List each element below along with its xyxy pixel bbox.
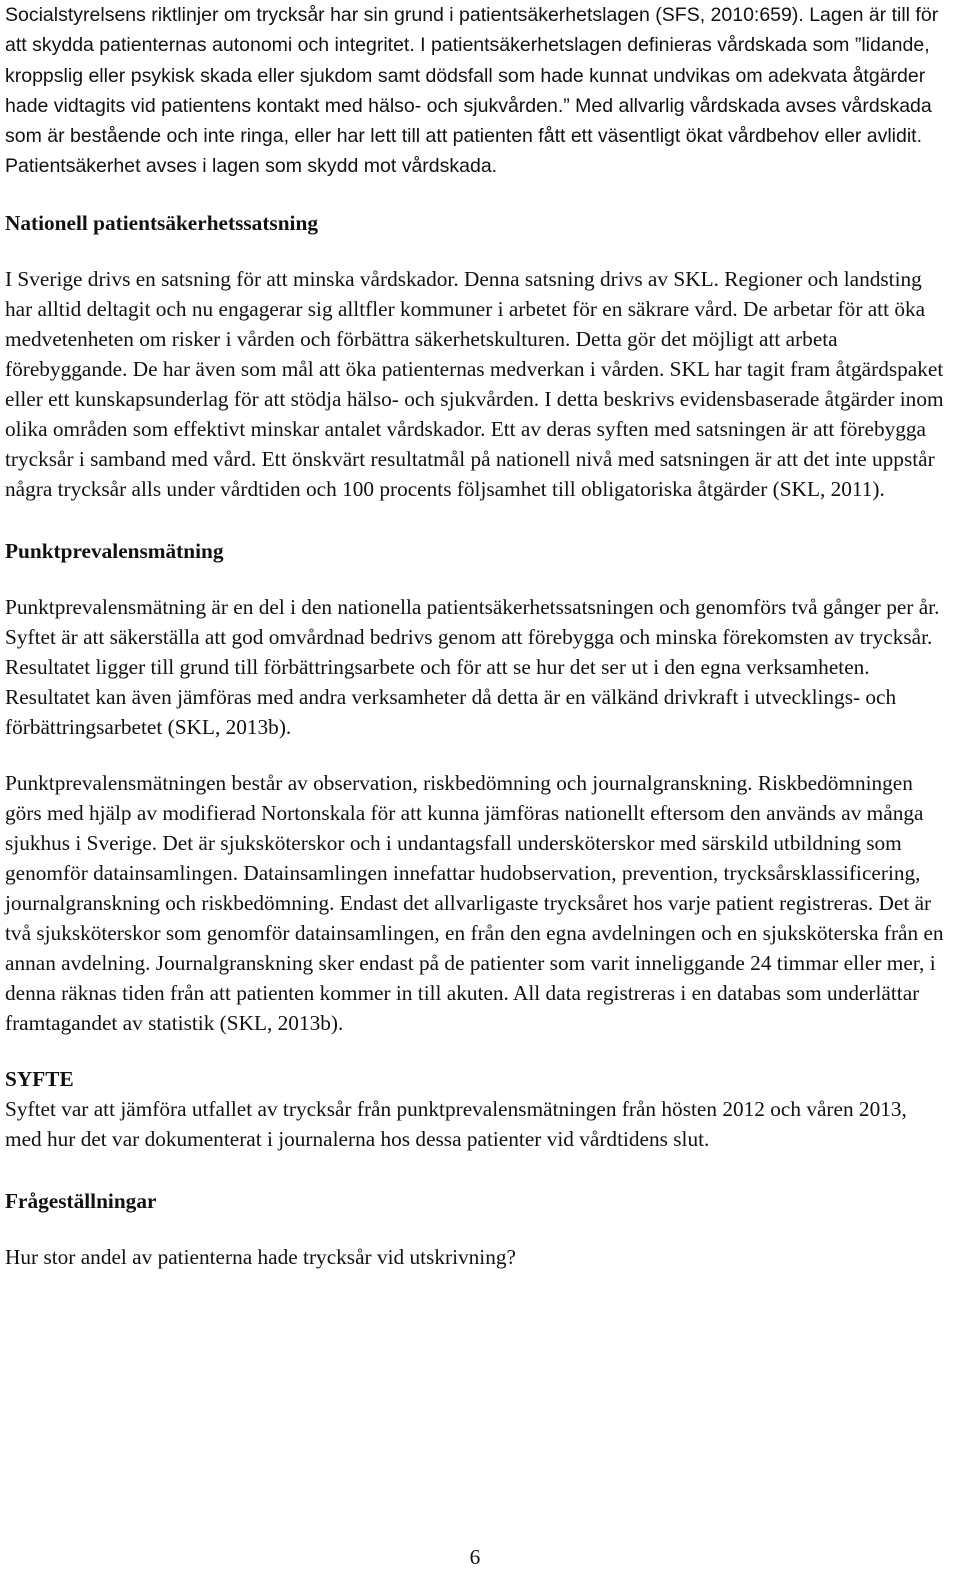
intro-paragraph: Socialstyrelsens riktlinjer om trycksår har sin grund i patientsäkerhetslagen (SFS, 2010:659). Lagen är till för att skydda patienternas autonomi och integritet. I patientsäkerhetslagen definieras vårdskada som ”lidande, kroppslig eller psykisk skada eller sjukdom samt dödsfall som hade kunnat undvikas om adekvata åtgärder hade vidtagits vid patientens kontakt med hälso- och sjukvården.” Med allvarlig vårdskada avses vårdskada som är bestående och inte ringa, eller har lett till att patienten fått ett väsentligt ökat vårdbehov eller avlidit. Patientsäkerhet avses i lagen som skydd mot vårdskada. [5,4,939,178]
research-question: Hur stor andel av patienterna hade trycksår vid utskrivning? [5,1244,516,1269]
document-page [5,0,945,1272]
page-number: 6 [469,1545,481,1569]
heading-point-prevalence: Punktprevalensmätning [5,538,224,563]
heading-national-safety: Nationell patientsäkerhetssatsning [5,210,318,235]
aim-paragraph: Syftet var att jämföra utfallet av trycksår från punktprevalensmätningen från hösten 2012 och våren 2013, med hur det var dokumenterat i journalerna hos dessa patienter vid vårdtidens slut. [5,1096,907,1151]
national-safety-paragraph: I Sverige drivs en satsning för att minska vårdskador. Denna satsning drivs av SKL. Regioner och landsting har alltid deltagit och nu engagerar sig alltfler kommuner i arbetet för en säkrare vård. De arbetar för att öka medvetenheten om risker i vården och förbättra säkerhetskulturen. Detta gör det möjligt att arbeta förebyggande. De har även som mål att öka patienternas medverkan i vården. SKL har tagit fram åtgärdspaket eller ett kunskapsunderlag för att stödja hälso- och sjukvården. I detta beskrivs evidensbaserade åtgärder inom olika områden som effektivt minskar antalet vårdskador. Ett av deras syften med satsningen är att förebygga trycksår i samband med vård. Ett önskvärt resultatmål på nationell nivå med satsningen är att det inte uppstår några trycksår alls under vårdtiden och 100 procents följsamhet till obligatoriska åtgärder (SKL, 2011). [5,266,944,501]
heading-aim: SYFTE [5,1066,74,1091]
point-prevalence-paragraph-2: Punktprevalensmätningen består av observation, riskbedömning och journalgranskning. Riskbedömningen görs med hjälp av modifierad Nortonskala för att kunna jämföras nationellt eftersom den används av många sjukhus i Sverige. Det är sjuksköterskor och i undantagsfall undersköterskor med särskild utbildning som genomför datainsamlingen. Datainsamlingen innefattar hudobservation, prevention, trycksårsklassificering, journalgranskning och riskbedömning. Endast det allvarligaste trycksåret hos varje patient registreras. Det är två sjuksköterskor som genomför datainsamlingen, en från den egna avdelningen och en sjuksköterska från en annan avdelning. Journalgranskning sker endast på de patienter som varit inneliggande 24 timmar eller mer, i denna räknas tiden från att patienten kommer in till akuten. All data registreras i en databas som underlättar framtagandet av statistik (SKL, 2013b). [5,770,944,1035]
heading-research-questions: Frågeställningar [5,1188,157,1213]
point-prevalence-paragraph-1: Punktprevalensmätning är en del i den nationella patientsäkerhetssatsningen och genomförs två gånger per år. Syftet är att säkerställa att god omvårdnad bedrivs genom att förebygga och minska förekomsten av trycksår. Resultatet ligger till grund till förbättringsarbete och för att se hur det ser ut i den egna verksamheten. Resultatet kan även jämföras med andra verksamheter då detta är en välkänd drivkraft i utvecklings- och förbättringsarbetet (SKL, 2013b). [5,594,940,739]
